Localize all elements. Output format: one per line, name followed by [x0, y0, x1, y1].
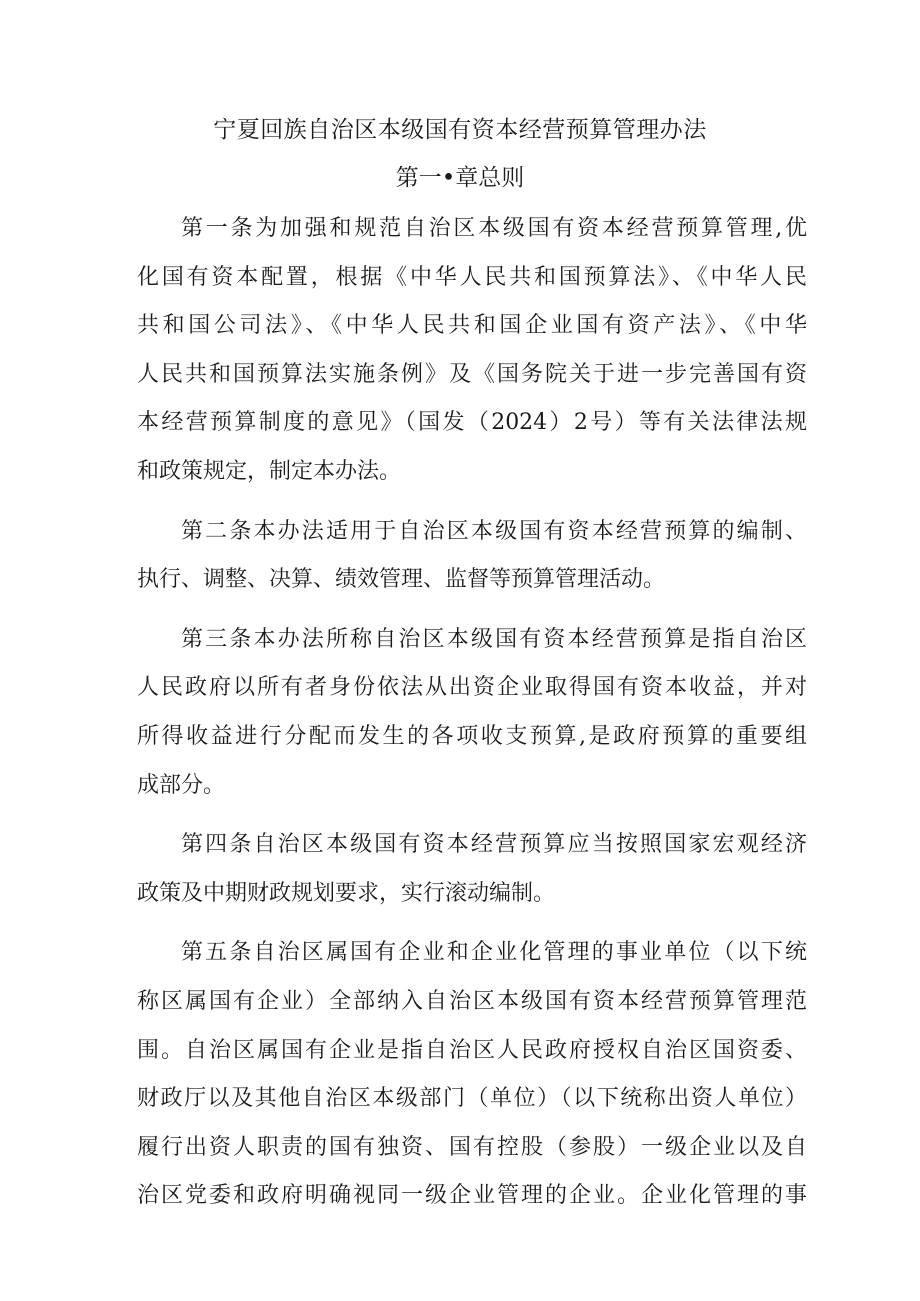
- text-line: 化国有资本配置，根据《中华人民共和国预算法》、《中华人民: [137, 264, 807, 290]
- text-line: 治区党委和政府明确视同一级企业管理的企业。企业化管理的事: [137, 1183, 807, 1209]
- article-2-paragraph: [137, 508, 807, 605]
- text-line: 本经营预算制度的意见》（国发（2024）2号）等有关法律法规: [137, 410, 807, 436]
- text-line: 和政策规定，制定本办法。: [137, 458, 402, 484]
- article-4-paragraph: [137, 821, 807, 918]
- text-line: 共和国公司法》、《中华人民共和国企业国有资产法》、《中华: [137, 313, 807, 339]
- text-line: 财政厅以及其他自治区本级部门（单位）（以下统称出资人单位）: [137, 1086, 807, 1112]
- text-line: 称区属国有企业）全部纳入自治区本级国有资本经营预算管理范: [137, 988, 807, 1014]
- text-line: 人民共和国预算法实施条例》及《国务院关于进一步完善国有资: [137, 361, 807, 387]
- article-3-paragraph: [137, 616, 807, 810]
- text-line: 第四条自治区本级国有资本经营预算应当按照国家宏观经济: [181, 832, 807, 858]
- article-5-paragraph: [137, 929, 807, 1221]
- text-line: 第一条为加强和规范自治区本级国有资本经营预算管理,优: [181, 216, 807, 241]
- text-line: 第二条本办法适用于自治区本级国有资本经营预算的编制、: [181, 518, 807, 544]
- text-line: 第五条自治区属国有企业和企业化管理的事业单位（以下统: [181, 940, 807, 966]
- text-line: 履行出资人职责的国有独资、国有控股（参股）一级企业以及自: [137, 1134, 807, 1160]
- document-title: 宁夏回族自治区本级国有资本经营预算管理办法: [213, 117, 707, 143]
- chapter-heading: 第一•章总则: [395, 165, 525, 191]
- text-line: 人民政府以所有者身份依法从出资企业取得国有资本收益，并对: [137, 675, 807, 701]
- text-line: 围。自治区属国有企业是指自治区人民政府授权自治区国资委、: [137, 1037, 807, 1063]
- text-line: 成部分。: [137, 772, 226, 798]
- text-line: 第三条本办法所称自治区本级国有资本经营预算是指自治区: [181, 626, 807, 652]
- document-body: [137, 205, 807, 1232]
- text-line: 所得收益进行分配而发生的各项收支预算,是政府预算的重要组: [137, 723, 807, 749]
- article-1-paragraph: [137, 205, 807, 497]
- text-line: 政策及中期财政规划要求，实行滚动编制。: [137, 880, 556, 906]
- text-line: 执行、调整、决算、绩效管理、监督等预算管理活动。: [137, 567, 666, 593]
